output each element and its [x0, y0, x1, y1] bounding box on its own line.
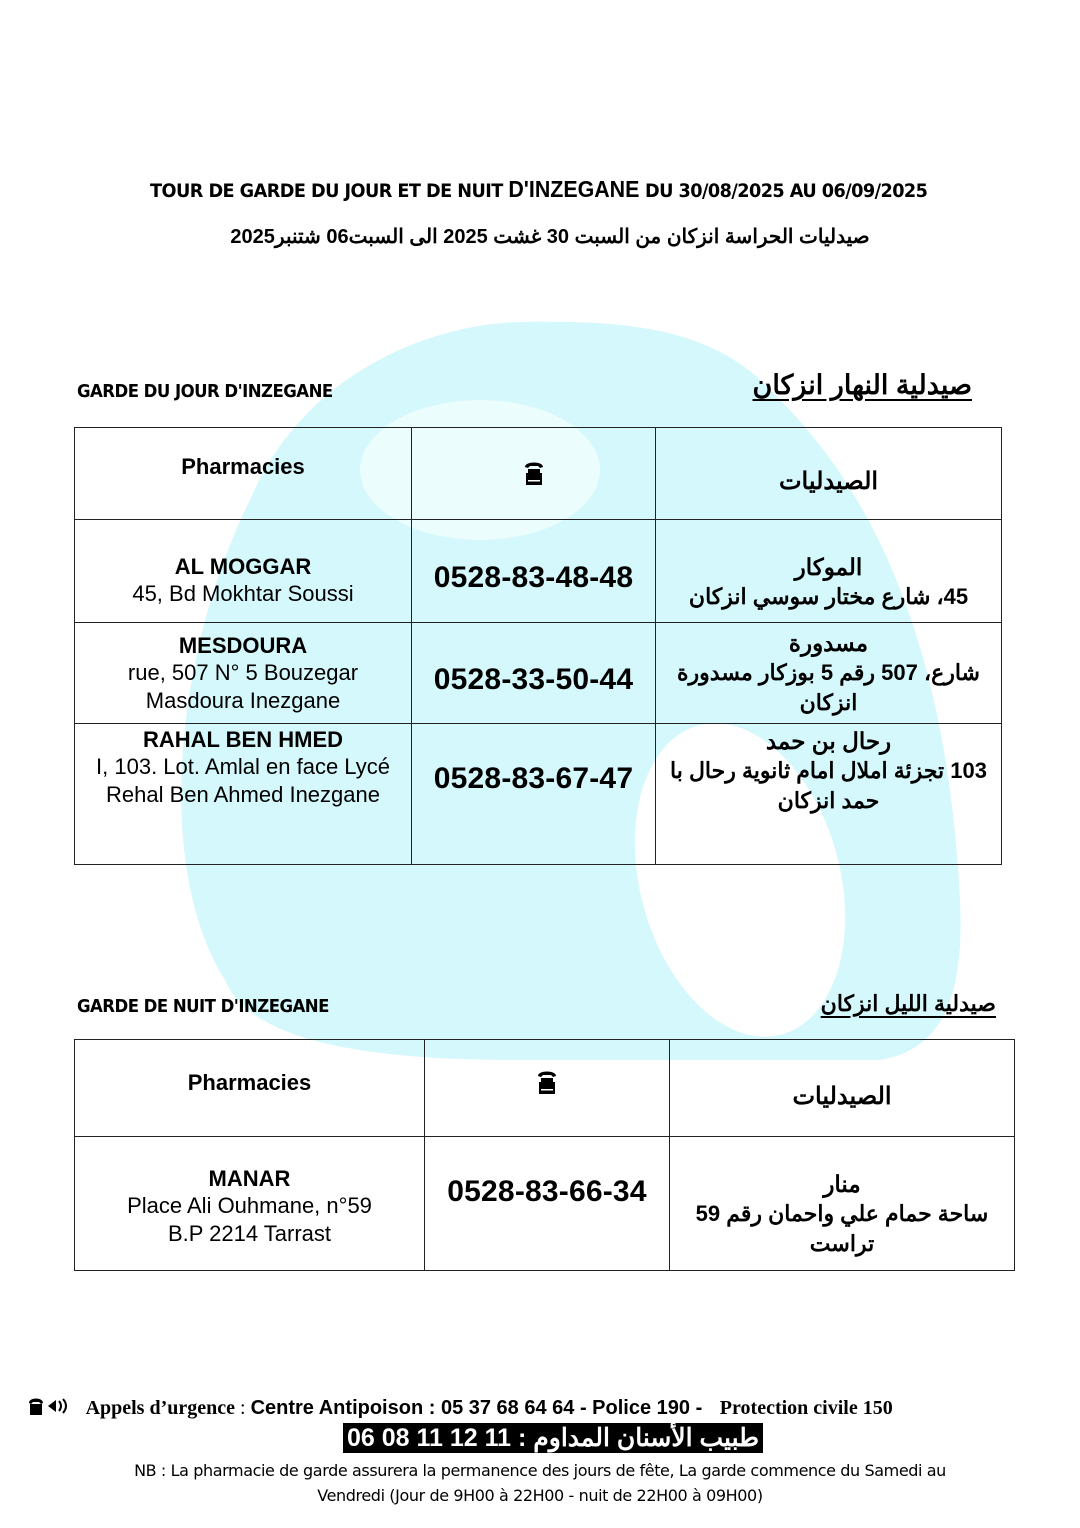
pharmacy-name-ar: الموكار	[794, 554, 863, 580]
pharmacy-phone[interactable]: 0528-83-48-48	[412, 520, 656, 623]
pharmacy-cell	[75, 724, 412, 865]
table-row	[75, 623, 1002, 724]
nb-note-line2: Vendredi (Jour de 9H00 à 22H00 - nuit de 22H00 à 09H00)	[317, 1486, 763, 1505]
title-fr-city: D'INZEGANE	[508, 176, 640, 202]
table-row	[75, 724, 1002, 865]
phone-speaker-icon	[28, 1396, 72, 1416]
table-row	[75, 520, 1002, 623]
pharmacy-address-line1: Place Ali Ouhmane, n°59	[127, 1193, 372, 1218]
pharmacy-name: MANAR	[208, 1166, 291, 1191]
page-title-ar: صيدليات الحراسة انزكان من السبت 30 غشت 2025 الى السبت06 شتنبر2025	[230, 226, 870, 248]
title-fr-dates: DU 30/08/2025 AU 06/09/2025	[639, 180, 928, 202]
pharmacy-cell	[75, 623, 412, 724]
emergency-calls	[28, 1396, 893, 1420]
nb-note	[100, 1458, 980, 1508]
emergency-label: Appels d’urgence	[85, 1397, 236, 1419]
pharmacy-cell-ar	[656, 623, 1002, 724]
day-section-title-ar: صيدلية النهار انزكان	[752, 370, 972, 400]
emergency-antipoison-police: Centre Antipoison : 05 37 68 64 64 - Police 190 -	[250, 1397, 703, 1419]
pharmacy-address: 45, Bd Mokhtar Soussi	[132, 580, 354, 606]
pharmacy-address-ar: 45، شارع مختار سوسي انزكان	[688, 584, 969, 609]
pharmacy-name: MESDOURA	[178, 632, 308, 658]
pharmacy-cell-ar	[656, 724, 1002, 865]
pharmacy-name: AL MOGGAR	[174, 553, 312, 579]
pharmacy-name-ar: رحال بن حمد	[765, 728, 892, 754]
pharmacy-name-ar: مسدورة	[788, 630, 869, 656]
pharmacy-address-line1: rue, 507 N° 5 Bouzegar	[127, 659, 359, 685]
dentist-on-duty-banner: طبيب الأسنان المداوم : 11 12 11 08 06	[343, 1423, 763, 1453]
pharmacy-cell-ar	[656, 520, 1002, 623]
column-header-phone	[425, 1040, 670, 1137]
table-header-row	[75, 428, 1002, 520]
pharmacy-address-line2: B.P 2214 Tarrast	[167, 1221, 332, 1246]
emergency-separator: :	[235, 1397, 251, 1419]
night-pharmacies-table	[74, 1039, 1015, 1271]
day-section-title-fr: GARDE DU JOUR D'INZEGANE	[77, 381, 333, 402]
table-header-row	[75, 1040, 1015, 1137]
night-section-title-fr: GARDE DE NUIT D'INZEGANE	[77, 996, 329, 1017]
column-header-pharmacies: Pharmacies	[75, 428, 412, 520]
table-row	[75, 1137, 1015, 1271]
column-header-arabic: الصيدليات	[670, 1040, 1015, 1137]
pharmacy-phone[interactable]: 0528-83-66-34	[425, 1137, 670, 1271]
pharmacy-cell	[75, 520, 412, 623]
day-pharmacies-table	[74, 427, 1002, 865]
pharmacy-address-ar: 103 تجزئة املال امام ثانوية رحال با حمد انزكان	[670, 758, 987, 813]
pharmacy-address-ar: شارع، 507 رقم 5 بوزكار مسدورة انزكان	[677, 660, 980, 715]
column-header-pharmacies: Pharmacies	[75, 1040, 425, 1137]
title-fr-part1: TOUR DE GARDE DU JOUR ET DE NUIT	[150, 180, 509, 202]
pharmacy-cell-ar	[670, 1137, 1015, 1271]
column-header-phone	[412, 428, 656, 520]
pharmacy-address-line2: Masdoura Inezgane	[145, 687, 341, 713]
emergency-protection-civile: Protection civile 150	[719, 1397, 893, 1419]
pharmacy-address-ar: ساحة حمام علي واحمان رقم 59 تراست	[695, 1200, 989, 1256]
pharmacy-phone[interactable]: 0528-33-50-44	[412, 623, 656, 724]
nb-note-line1: NB : La pharmacie de garde assurera la permanence des jours de fête, La garde commence du Samedi au	[134, 1461, 946, 1480]
phone-icon	[523, 459, 545, 487]
phone-icon	[536, 1068, 558, 1096]
pharmacy-phone[interactable]: 0528-83-67-47	[412, 724, 656, 865]
pharmacy-address-line2: Rehal Ben Ahmed Inezgane	[106, 782, 380, 807]
pharmacy-cell	[75, 1137, 425, 1271]
page-title-fr	[37, 176, 1041, 203]
pharmacy-address-line1: I, 103. Lot. Amlal en face Lycé	[96, 754, 390, 779]
column-header-arabic: الصيدليات	[656, 428, 1002, 520]
pharmacy-name: RAHAL BEN HMED	[142, 727, 344, 752]
night-section-title-ar: صيدلية الليل انزكان	[820, 991, 996, 1016]
pharmacy-name-ar: منار	[823, 1170, 861, 1197]
